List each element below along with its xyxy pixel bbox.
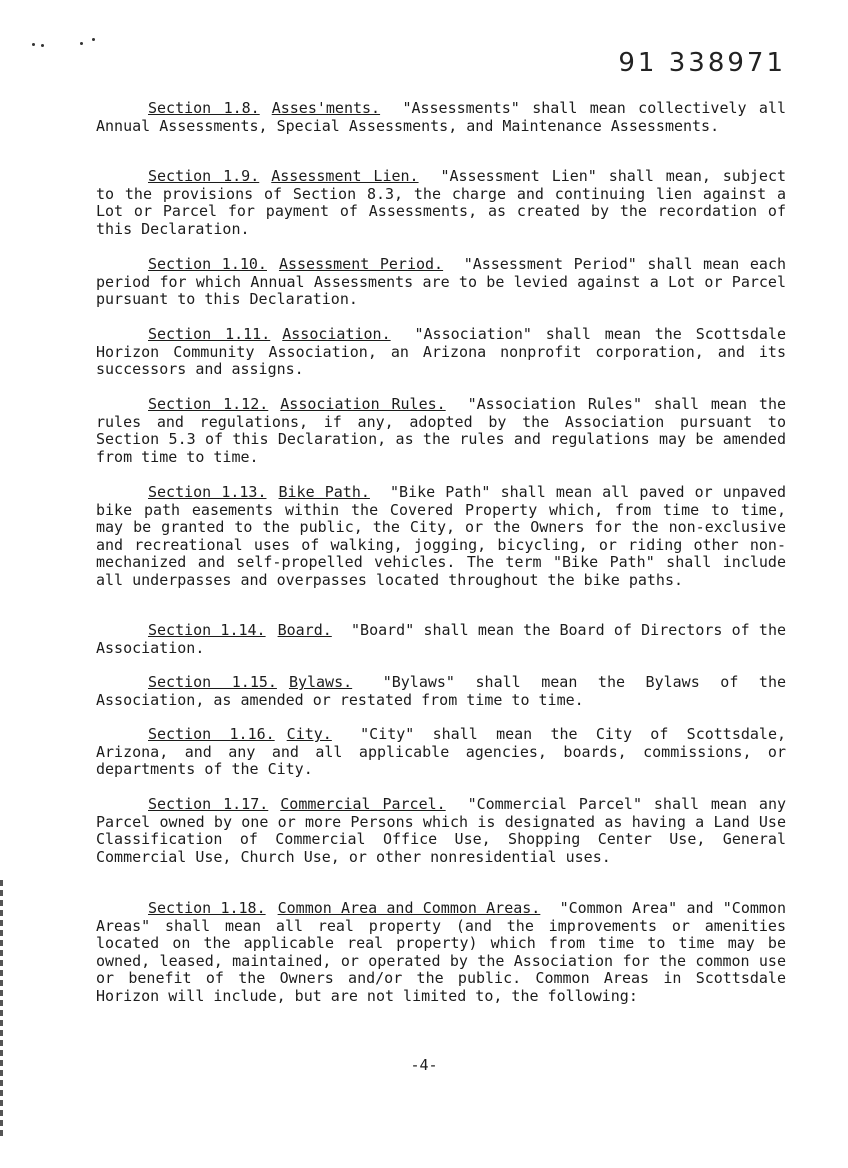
section-title: Board.: [277, 621, 332, 639]
section-title: Assessment Period.: [278, 255, 444, 273]
section-number: Section 1.8.: [148, 99, 260, 117]
section-body: "Bylaws" shall mean the Bylaws of the Association, as amended or restated from time to time.: [96, 673, 787, 709]
section-1-11: [96, 326, 786, 379]
section-body: "Association" shall mean the Scottsdale Horizon Community Association, an Arizona nonprofit corporation, and its successors and assigns.: [96, 325, 787, 378]
section-body: "Assessment Lien" shall mean, subject to the provisions of Section 8.3, the charge and continuing lien against a Lot or Parcel for payment of Assessments, as created by the recordation of this Declaration.: [96, 167, 787, 238]
section-body: "City" shall mean the City of Scottsdale, Arizona, and any and all applicable agencies, boards, commissions, or departments of the City.: [96, 725, 787, 778]
section-title: Bike Path.: [278, 483, 370, 501]
section-title: Association Rules.: [280, 395, 446, 413]
page-number: -4-: [410, 1056, 438, 1074]
section-number: Section 1.11.: [148, 325, 271, 343]
scan-margin-mark: [0, 880, 3, 1140]
section-number: Section 1.9.: [148, 167, 260, 185]
section-body: "Assessment Period" shall mean each period for which Annual Assessments are to be levied against a Lot or Parcel pursuant to this Declaration.: [96, 255, 787, 308]
section-1-8: [96, 100, 786, 135]
section-number: Section 1.17.: [148, 795, 269, 813]
section-1-13: [96, 484, 786, 589]
section-1-16: [96, 726, 786, 779]
section-title: Common Area and Common Areas.: [277, 899, 541, 917]
section-number: Section 1.15.: [148, 673, 277, 691]
section-1-18: [96, 900, 786, 1005]
section-number: Section 1.16.: [148, 725, 275, 743]
section-1-17: [96, 796, 786, 866]
section-title: City.: [286, 725, 332, 743]
section-title: Assessment Lien.: [271, 167, 419, 185]
section-body: "Association Rules" shall mean the rules and regulations, if any, adopted by the Association pursuant to Section 5.3 of this Declaration, as the rules and regulations may be amended from time to time.: [96, 395, 787, 466]
section-title: Commercial Parcel.: [280, 795, 446, 813]
scan-speck: [80, 42, 83, 45]
section-body: "Commercial Parcel" shall mean any Parcel owned by one or more Persons which is designated as having a Land Use Classification of Commercial Office Use, Shopping Center Use, General Commercial Use, Church Use, or other nonresidential uses.: [96, 795, 787, 866]
section-number: Section 1.18.: [148, 899, 266, 917]
section-1-10: [96, 256, 786, 309]
document-number: 91 338971: [618, 48, 786, 78]
section-number: Section 1.13.: [148, 483, 267, 501]
section-1-14: [96, 622, 786, 657]
section-body: "Common Area" and "Common Areas" shall mean all real property (and the improvements or amenities located on the applicable real property) which from time to time may be owned, leased, maintained, or operated by the Association for the common use or benefit of the Owners and/or the public. Common Areas in Scottsdale Horizon will include, but are not limited to, the following:: [96, 899, 786, 1005]
scan-speck: [32, 43, 35, 46]
section-1-15: [96, 674, 786, 709]
section-title: Bylaws.: [288, 673, 353, 691]
section-1-12: [96, 396, 786, 466]
section-title: Asses'ments.: [271, 99, 381, 117]
scan-speck: [92, 38, 95, 41]
section-number: Section 1.14.: [148, 621, 266, 639]
section-1-9: [96, 168, 786, 238]
section-body: "Board" shall mean the Board of Directors of the Association.: [96, 621, 787, 657]
section-number: Section 1.10.: [148, 255, 267, 273]
section-number: Section 1.12.: [148, 395, 269, 413]
scan-speck: [41, 44, 44, 47]
section-body: "Bike Path" shall mean all paved or unpaved bike path easements within the Covered Property which, from time to time, may be granted to the public, the City, or the Owners for the non-exclusive and recreational uses of walking, jogging, bicycling, or riding other non-mechanized and self-propelled vehicles. The term "Bike Path" shall include all underpasses and overpasses located throughout the bike paths.: [96, 483, 786, 589]
section-title: Association.: [282, 325, 391, 343]
section-body: "Assessments" shall mean collectively all Annual Assessments, Special Assessments, and Maintenance Assessments.: [96, 99, 787, 135]
